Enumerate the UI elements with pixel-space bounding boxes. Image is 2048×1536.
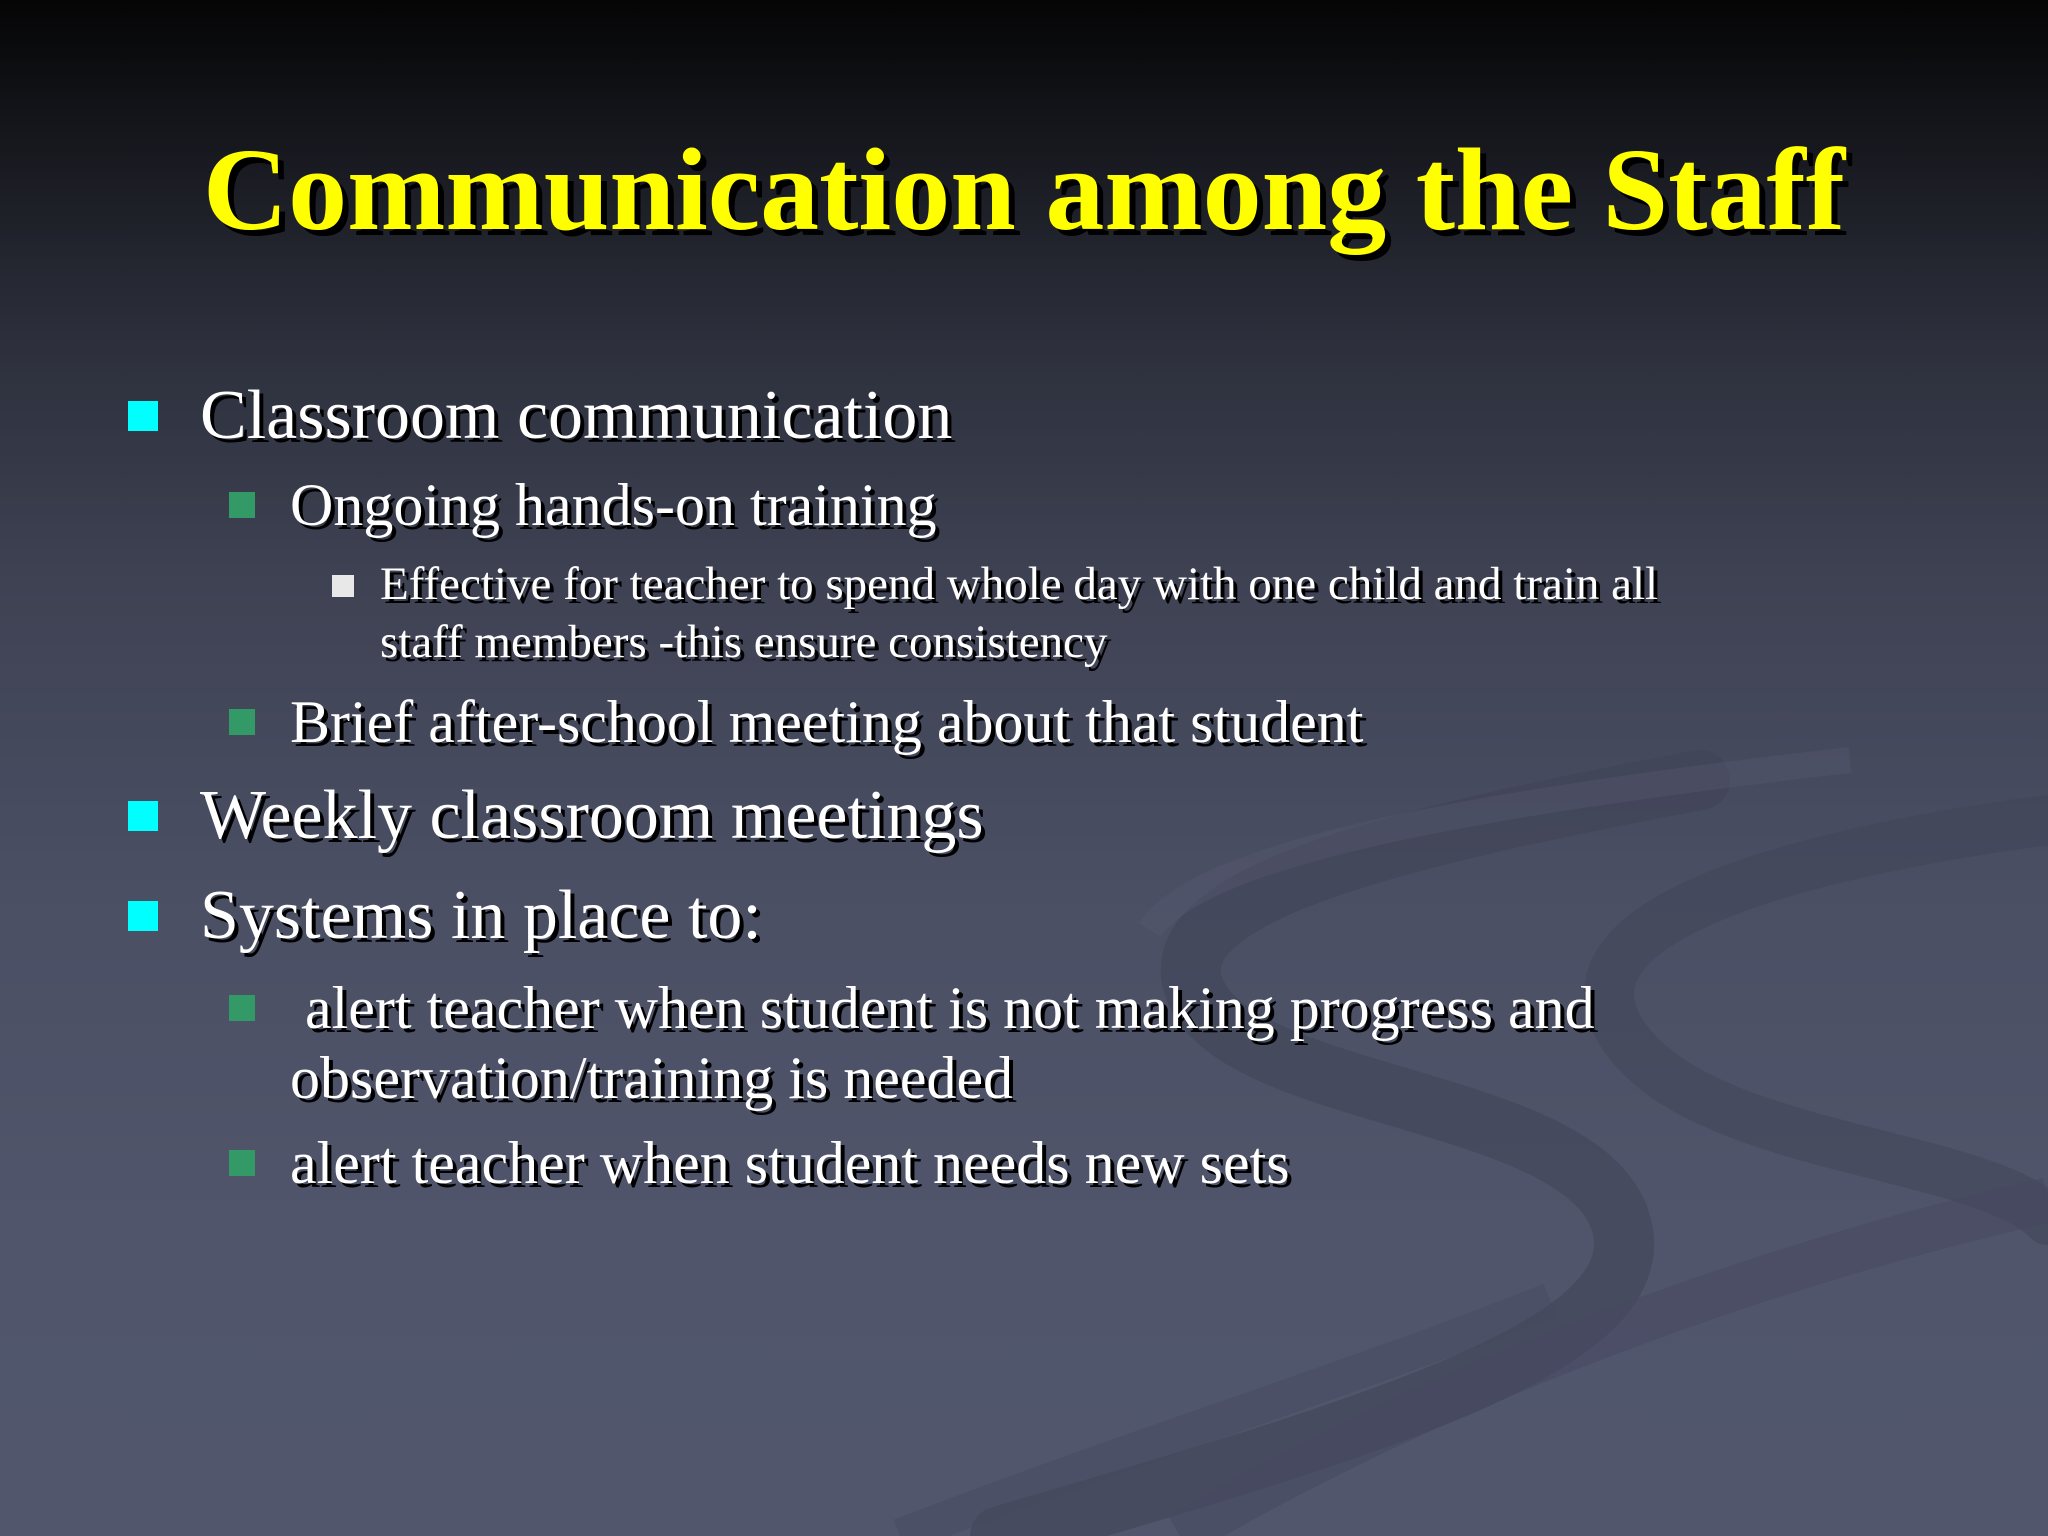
sub-sub-bullet-effective-line2: staff members -this ensure consistency	[380, 616, 1108, 668]
sub-bullet-alert-new-sets: alert teacher when student needs new sets	[290, 1130, 1290, 1196]
sub-sub-bullet-effective-line1: Effective for teacher to spend whole day with one child and train all	[380, 558, 1659, 610]
sub-bullet-alert-progress-line1: alert teacher when student is not making progress and	[290, 975, 1595, 1041]
bullet-weekly-meetings: Weekly classroom meetings	[200, 777, 984, 854]
sub-bullet-square-icon	[229, 995, 255, 1021]
bullet-square-icon	[128, 401, 158, 431]
sub-bullet-ongoing-training: Ongoing hands-on training	[290, 472, 937, 538]
sub-bullet-square-icon	[229, 709, 255, 735]
slide-title: Communication among the Staff	[202, 124, 1846, 255]
sub-bullet-square-icon	[229, 492, 255, 518]
sub-bullet-square-icon	[229, 1150, 255, 1176]
sub-bullet-after-school-meeting: Brief after-school meeting about that student	[290, 689, 1364, 755]
bullet-square-icon	[128, 801, 158, 831]
bullet-classroom-communication: Classroom communication	[200, 377, 953, 454]
sub-bullet-alert-progress-line2: observation/training is needed	[290, 1045, 1014, 1111]
bullet-systems-in-place: Systems in place to:	[200, 877, 762, 954]
bullet-square-icon	[128, 901, 158, 931]
sub-sub-bullet-square-icon	[332, 575, 354, 597]
